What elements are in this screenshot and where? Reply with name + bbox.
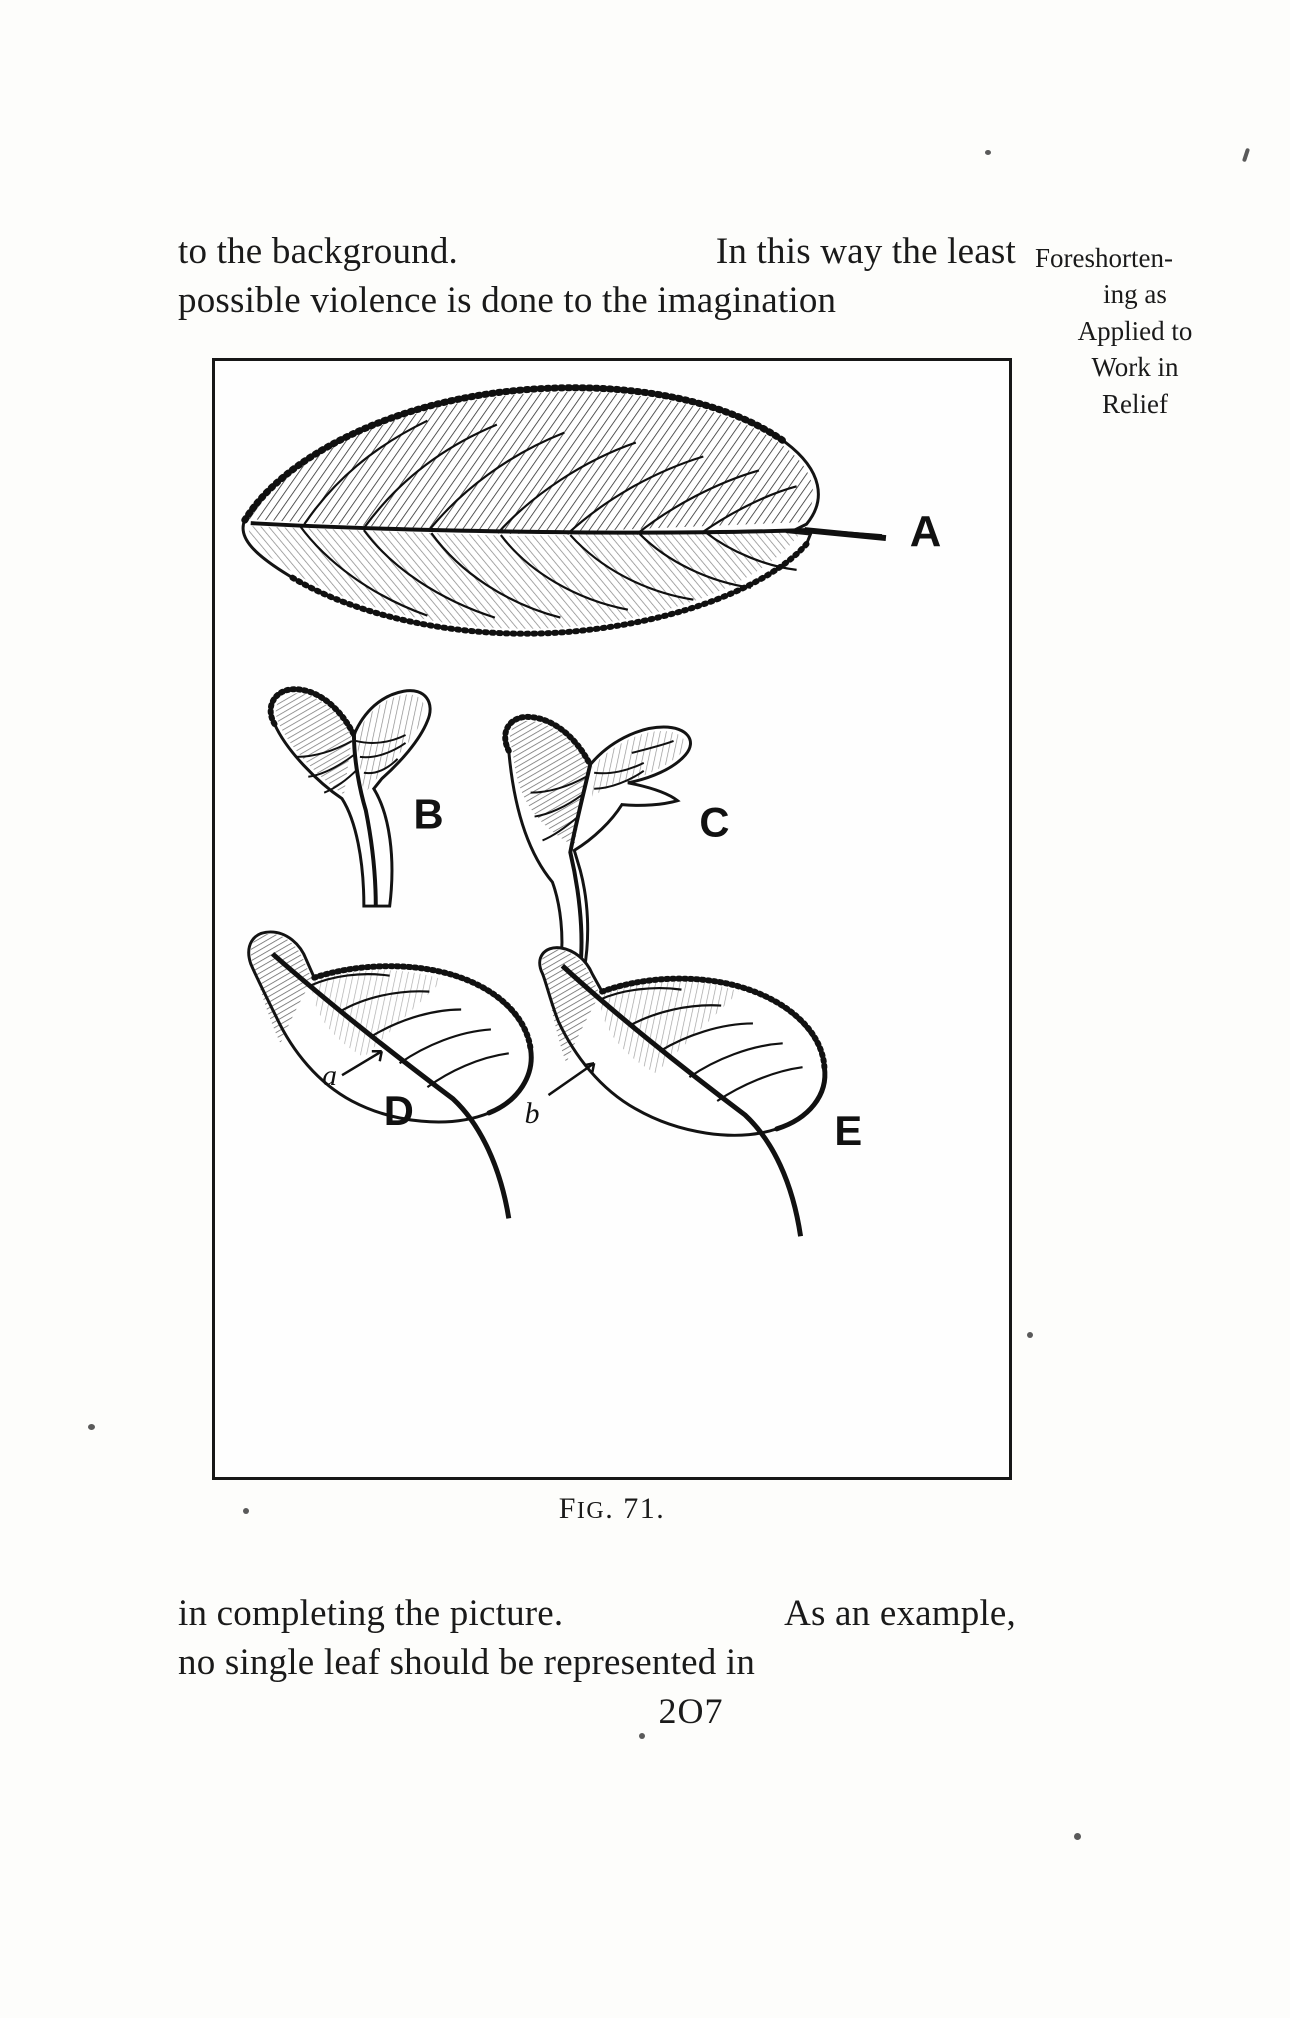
caption-ig: IG (576, 1498, 606, 1524)
leaf-foreshortening-drawing (215, 361, 1009, 1477)
figure-illustration (215, 361, 1009, 1477)
figure-frame (212, 358, 1012, 1480)
body-line (178, 228, 1016, 277)
figure-label-d: D (383, 1086, 414, 1134)
margin-note-line: Foreshorten- (1035, 243, 1173, 273)
page-speck (1242, 148, 1250, 163)
leaf-d (249, 932, 531, 1218)
page-number (0, 1690, 1290, 1732)
leaf-b (271, 689, 444, 906)
body-text-top (178, 228, 1016, 326)
figure-label-c: C (699, 798, 730, 846)
figure-label-b-lower: b (524, 1096, 540, 1130)
page-speck (639, 1733, 645, 1739)
page-speck (1027, 1332, 1033, 1338)
figure-label-b: B (413, 790, 444, 838)
body-line (178, 1639, 1016, 1688)
body-text-bottom (178, 1590, 1016, 1688)
body-line (178, 1590, 1016, 1639)
figure-label-a: A (909, 506, 942, 557)
figure-label-a-lower: a (322, 1059, 338, 1093)
caption-f: F (558, 1492, 577, 1525)
margin-note (1035, 240, 1230, 422)
leaf-a (243, 388, 941, 634)
page-speck (985, 150, 991, 155)
figure-caption (212, 1492, 1012, 1526)
body-line-left: in completing the picture. (178, 1593, 564, 1634)
leaf-c (505, 717, 729, 970)
body-line-right: In this way the least (715, 231, 1016, 272)
margin-note-line: ing as (1103, 279, 1167, 310)
body-line-full: no single leaf should be represented in (178, 1641, 756, 1683)
page-speck (88, 1424, 95, 1430)
caption-number: . 71. (605, 1492, 666, 1525)
leaf-e (525, 948, 862, 1237)
page-speck (1074, 1833, 1081, 1840)
margin-note-line: Work in (1091, 352, 1179, 383)
body-line-right: As an example, (784, 1593, 1016, 1634)
page-number-value: 2O7 (658, 1691, 724, 1731)
body-line-left: to the background. (178, 231, 458, 272)
body-line: possible violence is done to the imagination (178, 279, 837, 321)
margin-note-line: Applied to (1077, 315, 1193, 346)
margin-note-line: Relief (1102, 388, 1168, 419)
figure-label-e: E (834, 1106, 863, 1154)
